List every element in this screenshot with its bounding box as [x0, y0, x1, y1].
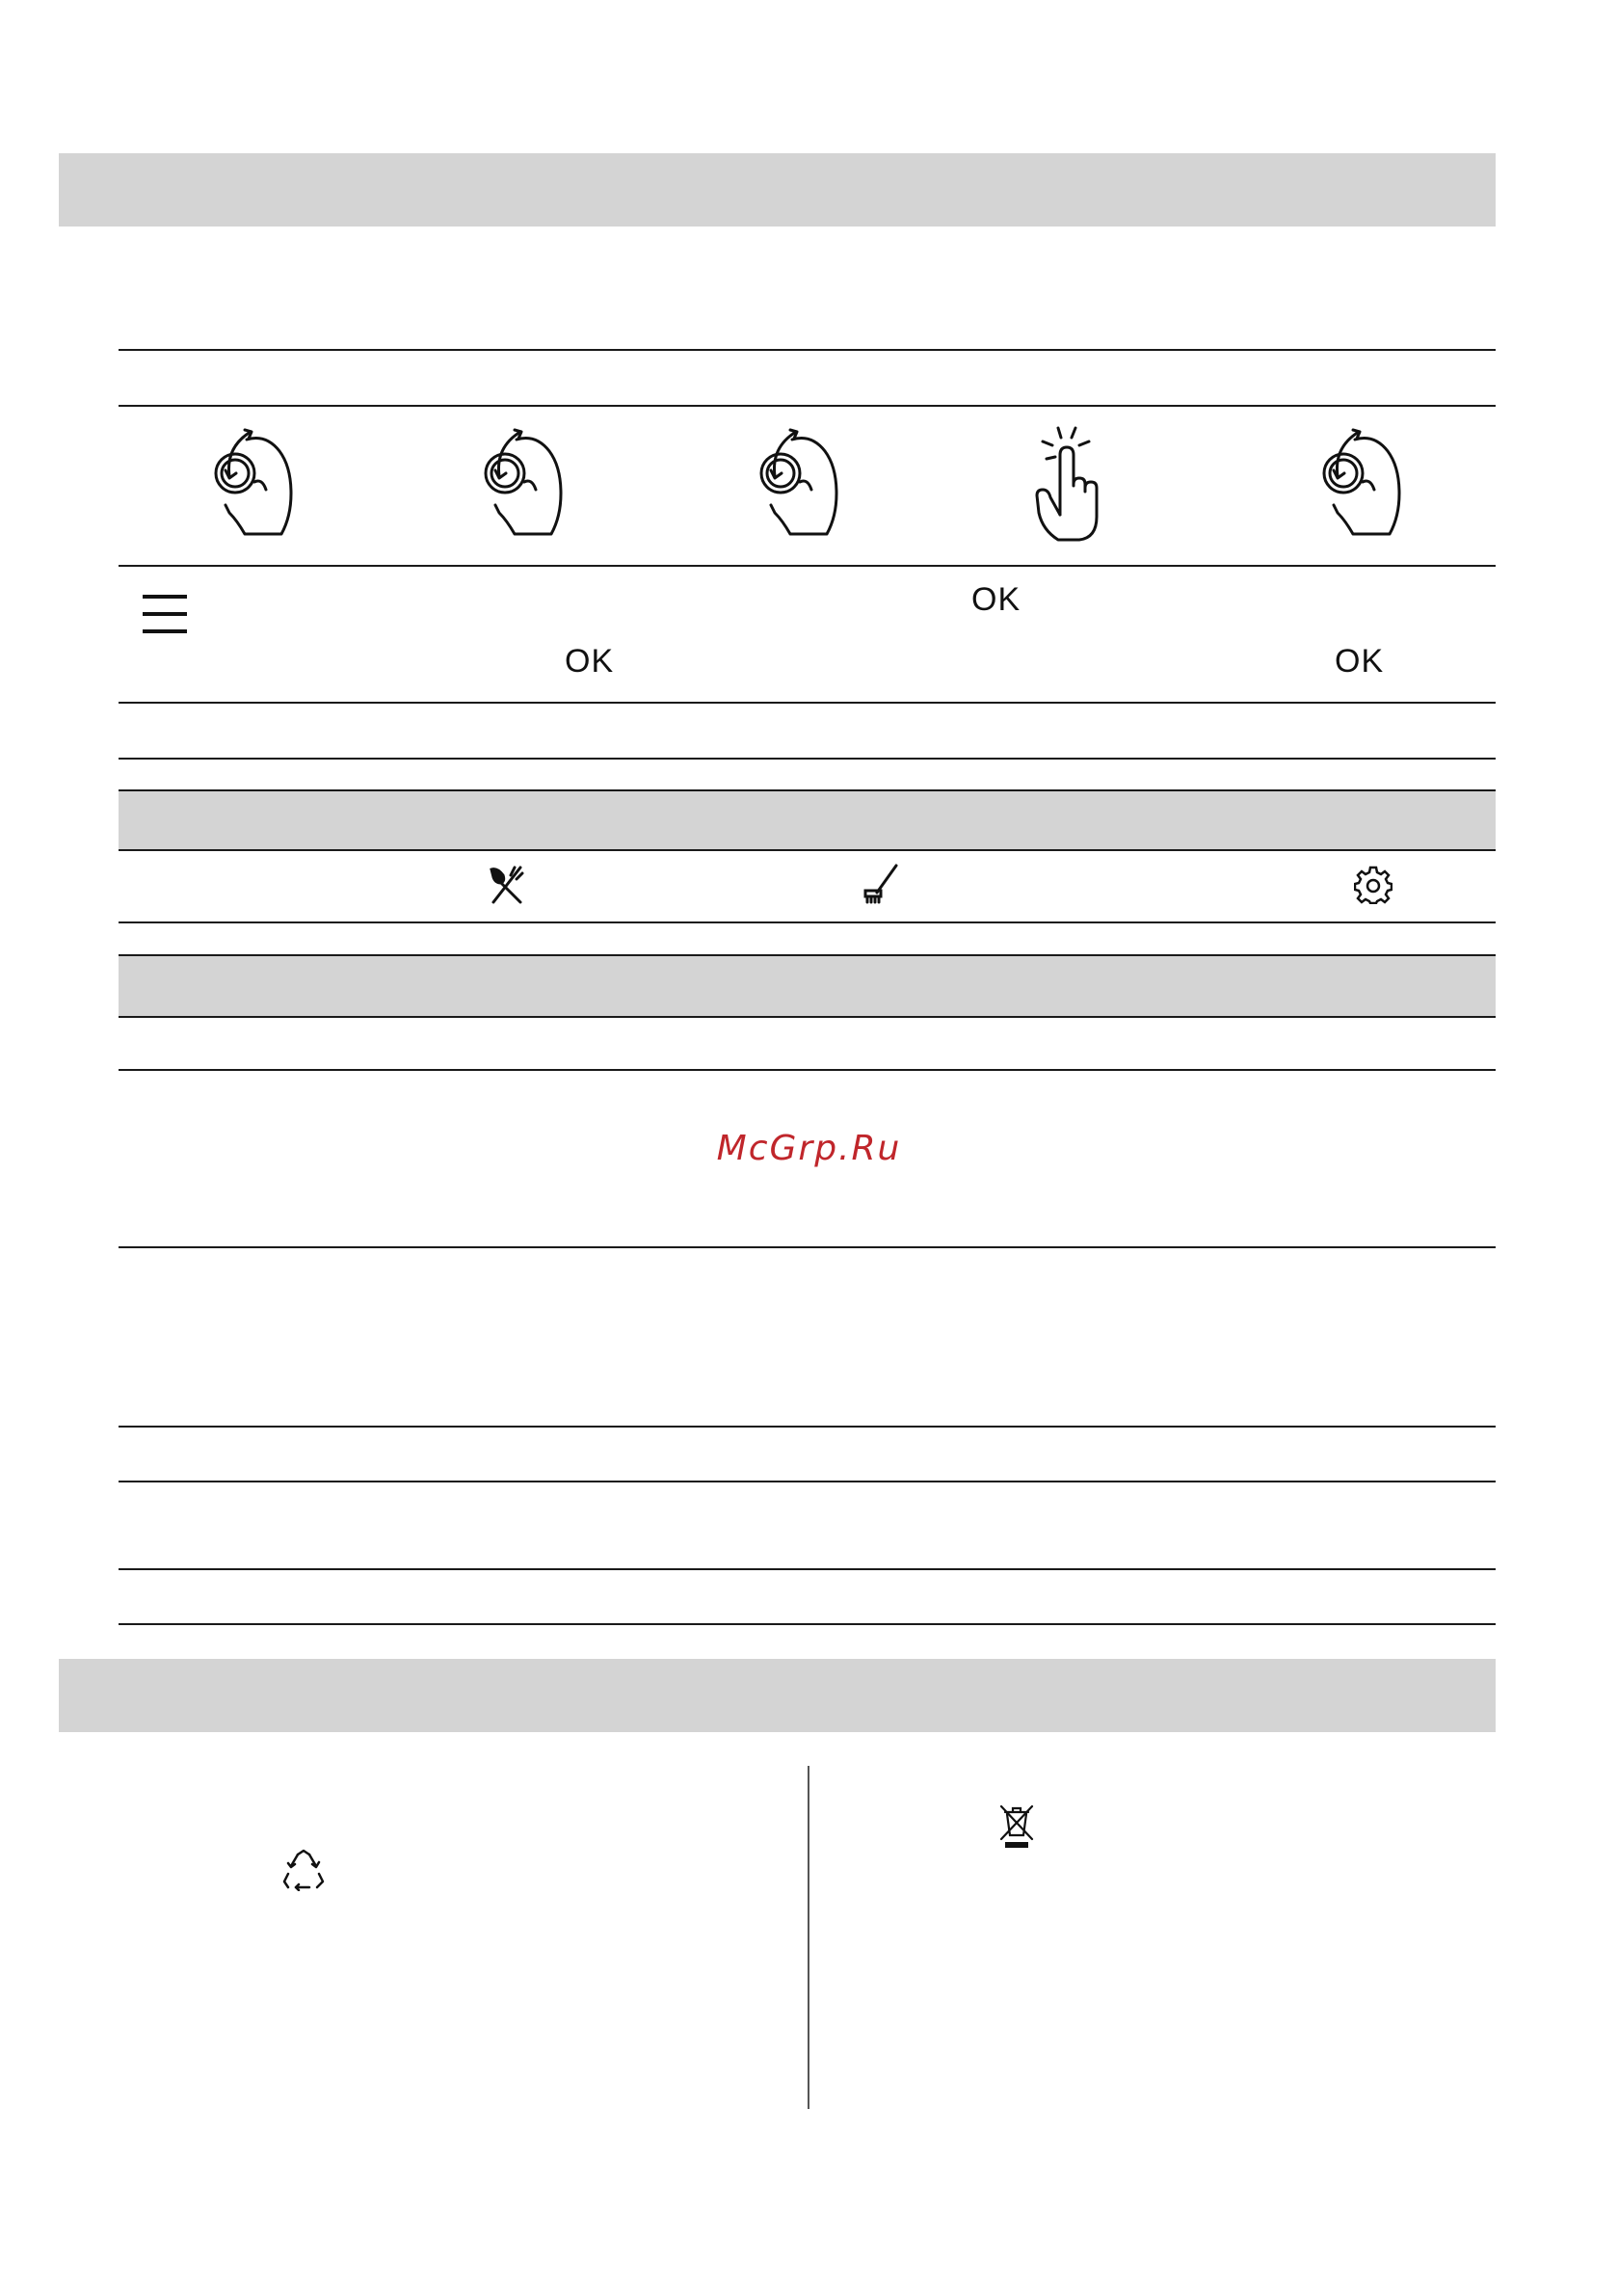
table-rule: [119, 349, 1496, 351]
menu-icon: [141, 593, 189, 635]
table-rule: [119, 565, 1496, 567]
table-header-row: [119, 791, 1496, 849]
recycling-icon: [282, 1849, 325, 1891]
ok-label: OK: [1335, 643, 1385, 680]
rotate-knob-icon: [191, 420, 306, 540]
table-rule: [119, 1481, 1496, 1482]
column-divider: [808, 1766, 809, 2109]
rotate-knob-icon: [461, 420, 576, 540]
cleaning-brush-icon: [862, 864, 900, 904]
section-header-band-environment: [59, 1659, 1496, 1732]
gear-icon: [1354, 866, 1393, 904]
table-rule: [119, 1568, 1496, 1570]
table-rule: [119, 758, 1496, 760]
table-header-row: [119, 956, 1496, 1016]
weee-crossed-bin-icon: [997, 1804, 1036, 1849]
table-rule: [119, 1426, 1496, 1428]
table-rule: [119, 1016, 1496, 1018]
press-button-icon: [1029, 424, 1106, 544]
rotate-knob-icon: [736, 420, 852, 540]
table-rule: [119, 1623, 1496, 1625]
rotate-knob-icon: [1299, 420, 1415, 540]
table-rule: [119, 921, 1496, 923]
table-rule: [119, 1069, 1496, 1071]
watermark-text: McGrp.Ru: [716, 1129, 902, 1168]
section-header-band-top: [59, 153, 1496, 227]
table-rule: [119, 702, 1496, 704]
table-rule: [119, 849, 1496, 851]
table-rule: [119, 1246, 1496, 1248]
ok-label: OK: [565, 643, 615, 680]
table-rule: [119, 405, 1496, 407]
cutlery-icon: [488, 866, 524, 904]
ok-label: OK: [971, 581, 1021, 618]
